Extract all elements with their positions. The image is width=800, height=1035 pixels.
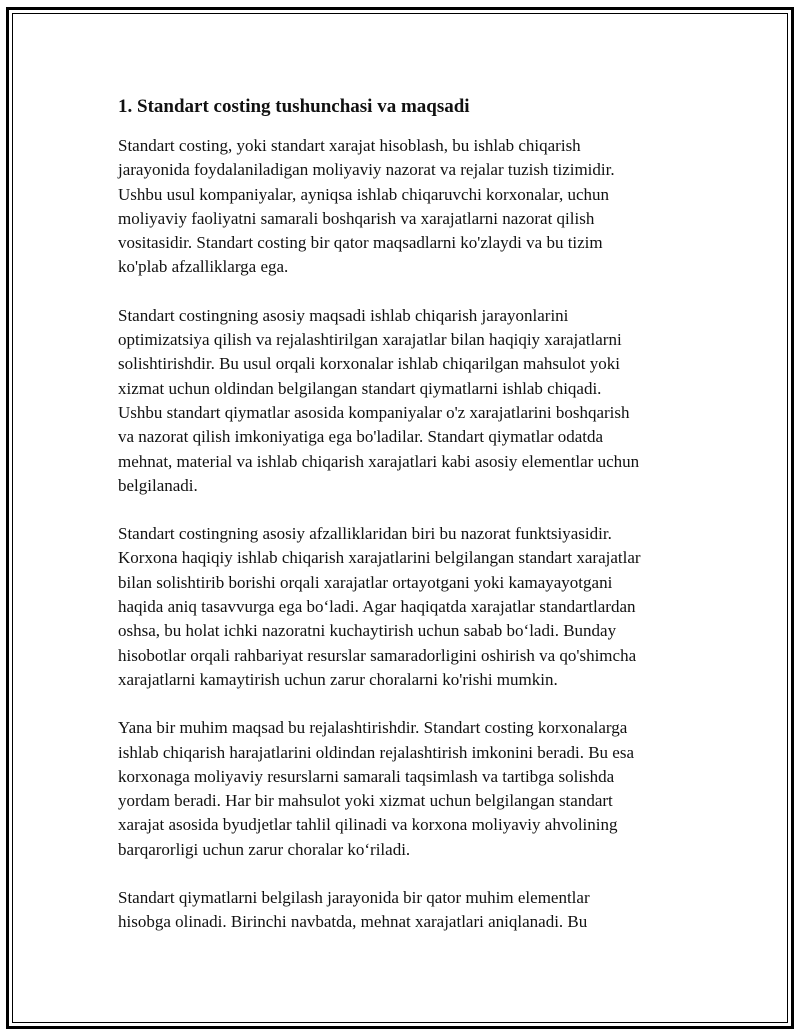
paragraph-line: jarayonida foydalaniladigan moliyaviy nazorat va rejalar tuzish tizimidir. <box>118 160 615 180</box>
paragraph-line: hisobotlar orqali rahbariyat resurslar samaradorligini oshirish va qo'shimcha <box>118 645 637 665</box>
paragraph-line: xarajatlarni kamaytirish uchun zarur choralarni ko'rishi mumkin. <box>118 669 558 689</box>
paragraph-line: moliyaviy faoliyatni samarali boshqarish va xarajatlarni nazorat qilish <box>118 208 595 228</box>
paragraph-1 <box>118 134 698 280</box>
paragraph-line: belgilanadi. <box>118 475 198 495</box>
paragraph-line: xizmat uchun oldindan belgilangan standart qiymatlarni ishlab chiqadi. <box>118 378 602 398</box>
paragraph-3 <box>118 522 698 692</box>
paragraph-line: Standart costingning asosiy maqsadi ishlab chiqarish jarayonlarini <box>118 305 569 325</box>
paragraph-line: optimizatsiya qilish va rejalashtirilgan xarajatlar bilan haqiqiy xarajatlarni <box>118 330 622 350</box>
paragraph-line: bilan solishtirib borishi orqali xarajatlar ortayotgani yoki kamayayotgani <box>118 572 613 592</box>
paragraph-line: ishlab chiqarish harajatlarini oldindan rejalashtirish imkonini beradi. Bu esa <box>118 742 635 762</box>
section-heading: 1. Standart costing tushunchasi va maqsadi <box>118 96 470 117</box>
paragraph-5 <box>118 886 698 935</box>
paragraph-line: Ushbu standart qiymatlar asosida kompaniyalar o'z xarajatlarini boshqarish <box>118 402 630 422</box>
paragraph-line: haqida aniq tasavvurga ega bo‘ladi. Agar haqiqatda xarajatlar standartlardan <box>118 597 636 617</box>
paragraph-line: barqarorligi uchun zarur choralar ko‘riladi. <box>118 839 411 859</box>
paragraph-line: yordam beradi. Har bir mahsulot yoki xizmat uchun belgilangan standart <box>118 791 613 811</box>
paragraph-line: va nazorat qilish imkoniyatiga ega bo'ladilar. Standart qiymatlar odatda <box>118 427 604 447</box>
paragraph-line: Korxona haqiqiy ishlab chiqarish xarajatlarini belgilangan standart xarajatlar <box>118 548 641 568</box>
paragraph-2 <box>118 304 698 498</box>
paragraph-line: xarajat asosida byudjetlar tahlil qilinadi va korxona moliyaviy ahvolining <box>118 815 618 835</box>
document-body <box>118 94 698 959</box>
paragraph-line: solishtirishdir. Bu usul orqali korxonalar ishlab chiqarilgan mahsulot yoki <box>118 354 620 374</box>
paragraph-line: Standart costing, yoki standart xarajat hisoblash, bu ishlab chiqarish <box>118 136 581 155</box>
paragraph-line: Standart qiymatlarni belgilash jarayonida bir qator muhim elementlar <box>118 888 590 908</box>
paragraph-line: Yana bir muhim maqsad bu rejalashtirishdir. Standart costing korxonalarga <box>118 718 628 738</box>
paragraph-line: oshsa, bu holat ichki nazoratni kuchaytirish uchun sabab bo‘ladi. Bunday <box>118 621 617 641</box>
paragraph-line: ko'plab afzalliklarga ega. <box>118 257 289 277</box>
paragraph-line: korxonaga moliyaviy resurslarni samarali taqsimlash va tartibga solishda <box>118 766 615 786</box>
paragraph-4 <box>118 716 698 862</box>
paragraph-line: hisobga olinadi. Birinchi navbatda, mehnat xarajatlari aniqlanadi. Bu <box>118 912 588 932</box>
paragraph-line: Standart costingning asosiy afzalliklaridan biri bu nazorat funktsiyasidir. <box>118 524 612 544</box>
paragraph-line: vositasidir. Standart costing bir qator maqsadlarni ko'zlaydi va bu tizim <box>118 233 603 253</box>
paragraph-line: Ushbu usul kompaniyalar, ayniqsa ishlab chiqaruvchi korxonalar, uchun <box>118 184 610 204</box>
paragraph-line: mehnat, material va ishlab chiqarish xarajatlari kabi asosiy elementlar uchun <box>118 451 640 471</box>
